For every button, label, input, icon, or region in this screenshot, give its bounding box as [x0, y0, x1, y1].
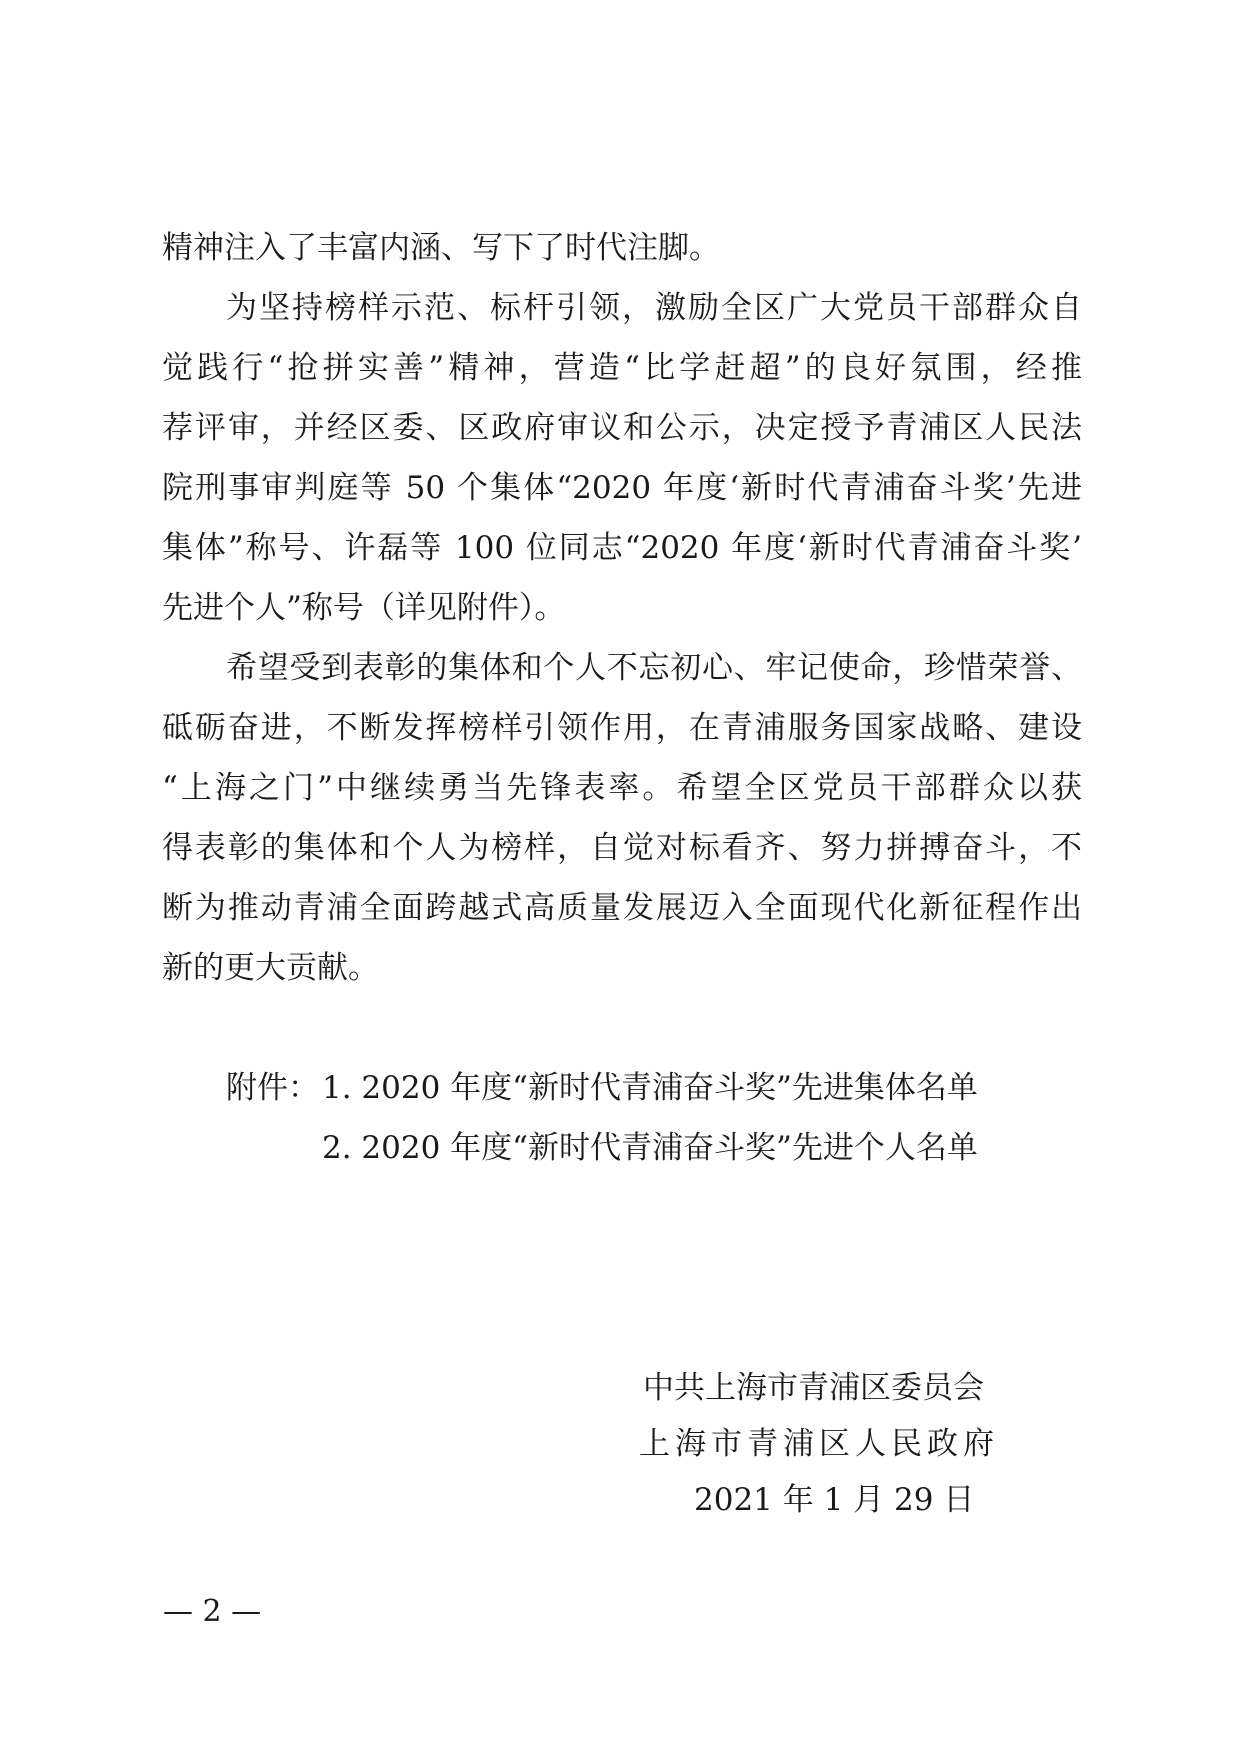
paragraph-1-line-1: 精神注入了丰富内涵、写下了时代注脚。 — [162, 230, 720, 266]
paragraph-3-line-3: “上海之门”中继续勇当先锋表率。希望全区党员干部群众以获 — [162, 770, 1082, 806]
attachments-label: 附件： — [226, 1070, 319, 1106]
attachment-item-1: 1. 2020 年度“新时代青浦奋斗奖”先进集体名单 — [322, 1070, 978, 1106]
paragraph-2-line-5: 集体”称号、许磊等 100 位同志“2020 年度‘新时代青浦奋斗奖’ — [162, 530, 1082, 566]
attachment-item-2: 2. 2020 年度“新时代青浦奋斗奖”先进个人名单 — [322, 1130, 978, 1166]
signature-org-party-committee: 中共上海市青浦区委员会 — [643, 1370, 984, 1406]
paragraph-3-line-5: 断为推动青浦全面跨越式高质量发展迈入全面现代化新征程作出 — [162, 890, 1082, 926]
paragraph-2-line-4: 院刑事审判庭等 50 个集体“2020 年度‘新时代青浦奋斗奖’先进 — [162, 470, 1082, 506]
page-number: — 2 — — [163, 1594, 262, 1629]
paragraph-2-line-2: 觉践行“抢拼实善”精神，营造“比学赶超”的良好氛围，经推 — [162, 350, 1082, 386]
paragraph-3-line-4: 得表彰的集体和个人为榜样，自觉对标看齐、努力拼搏奋斗，不 — [162, 830, 1082, 866]
paragraph-2-line-6: 先进个人”称号（详见附件）。 — [162, 590, 566, 626]
paragraph-3-line-2: 砥砺奋进，不断发挥榜样引领作用，在青浦服务国家战略、建设 — [162, 710, 1082, 746]
paragraph-2-line-1: 为坚持榜样示范、标杆引领，激励全区广大党员干部群众自 — [226, 290, 1082, 326]
signature-org-government: 上海市青浦区人民政府 — [639, 1426, 999, 1462]
paragraph-3-line-1: 希望受到表彰的集体和个人不忘初心、牢记使命，珍惜荣誉、 — [226, 650, 1082, 686]
paragraph-2-line-3: 荐评审，并经区委、区政府审议和公示，决定授予青浦区人民法 — [162, 410, 1082, 446]
signature-date: 2021 年 1 月 29 日 — [694, 1482, 975, 1518]
paragraph-3-line-6: 新的更大贡献。 — [162, 950, 379, 986]
